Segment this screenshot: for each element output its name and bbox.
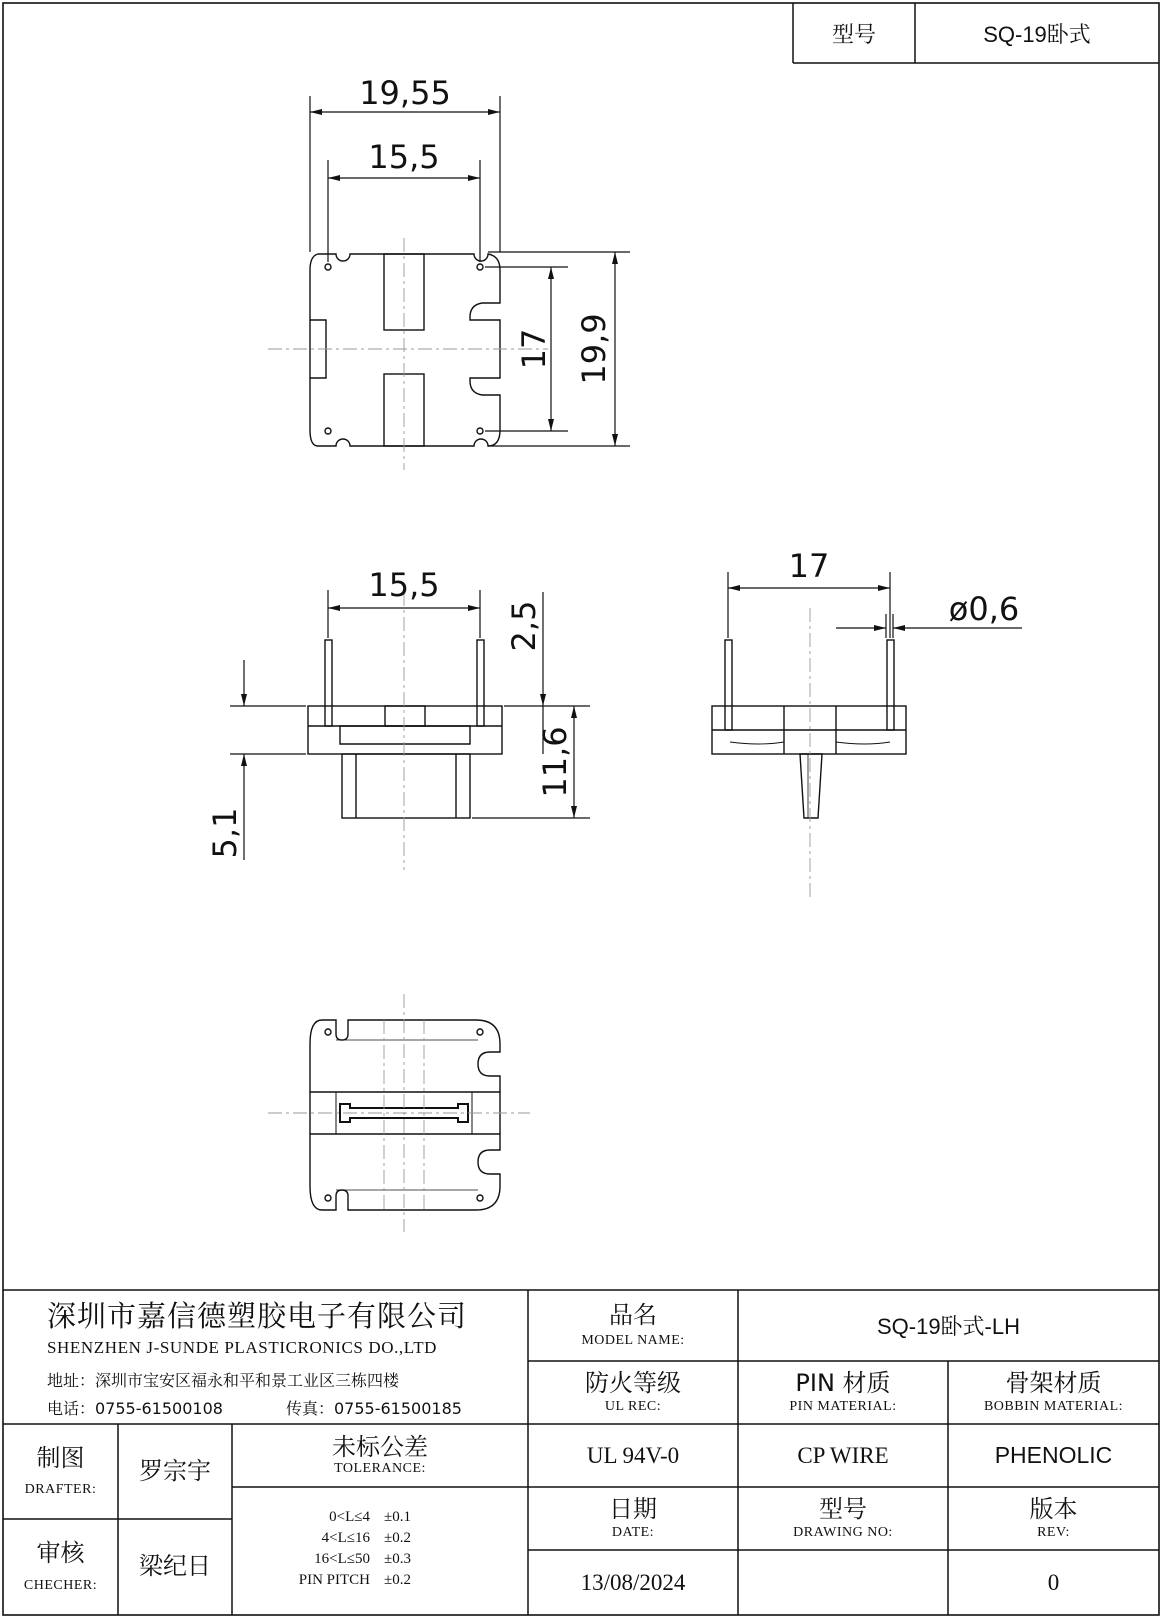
drafter-label bbox=[3, 1424, 118, 1519]
model-name-label-cn: 品名 bbox=[609, 1300, 657, 1329]
bobbin-material-label-en: BOBBIN MATERIAL: bbox=[983, 1399, 1124, 1415]
rev-value-text: 0 bbox=[1047, 1569, 1060, 1595]
side-view-post bbox=[800, 754, 822, 818]
front-view-base bbox=[342, 754, 470, 818]
company-address: 地址：深圳市宝安区福永和平和景工业区三栋四楼 bbox=[47, 1371, 400, 1390]
checker-label-cn: 审核 bbox=[36, 1539, 85, 1568]
checker-name-text: 梁纪日 bbox=[139, 1552, 211, 1581]
ul-rec-value bbox=[528, 1424, 738, 1487]
header-table bbox=[793, 3, 1159, 63]
front-view-right-pin bbox=[477, 640, 484, 726]
drafter-name-text: 罗宗宇 bbox=[139, 1456, 211, 1485]
drawing-no-label bbox=[738, 1487, 948, 1550]
model-name-label-en: MODEL NAME: bbox=[581, 1333, 685, 1349]
dim-side-pin-diameter: ø0,6 bbox=[948, 590, 1020, 628]
date-value-text: 13/08/2024 bbox=[580, 1569, 686, 1595]
bobbin-material-value-text: PHENOLIC bbox=[994, 1442, 1113, 1468]
dim-top-width-outer: 19,55 bbox=[359, 74, 451, 112]
model-name-label bbox=[528, 1290, 738, 1361]
date-value bbox=[528, 1550, 738, 1615]
dim-top-height-inner: 17 bbox=[515, 328, 553, 370]
bottom-view bbox=[310, 1020, 500, 1210]
header-model-value: SQ-19卧式 bbox=[983, 21, 1091, 47]
top-view-dimensions bbox=[310, 96, 630, 446]
company-phone: 电话：0755-61500108 bbox=[47, 1399, 223, 1418]
front-view bbox=[308, 640, 502, 818]
bottom-view-outline bbox=[310, 1020, 500, 1092]
top-view-outline bbox=[310, 254, 500, 446]
tolerance-range: 16<L≤50 bbox=[314, 1551, 370, 1567]
pin-material-label-cn: PIN 材质 bbox=[795, 1368, 891, 1397]
dim-front-pin-extension: 2,5 bbox=[505, 600, 543, 652]
tolerance-value: ±0.2 bbox=[384, 1530, 411, 1546]
tolerance-range: 0<L≤4 bbox=[329, 1509, 370, 1525]
pin-material-label-en: PIN MATERIAL: bbox=[789, 1399, 897, 1415]
date-label-en: DATE: bbox=[611, 1525, 655, 1541]
bottom-view-centerlines bbox=[268, 994, 530, 1232]
title-block bbox=[3, 1290, 1159, 1615]
tolerance-table bbox=[232, 1487, 528, 1615]
drafter-label-en: DRAFTER: bbox=[24, 1482, 97, 1498]
top-view-lower-core-slot bbox=[384, 374, 424, 446]
tolerance-label-en: TOLERANCE: bbox=[334, 1461, 426, 1477]
model-name-value bbox=[738, 1290, 1159, 1361]
tolerance-range: 4<L≤16 bbox=[321, 1530, 370, 1546]
drawing-no-label-en: DRAWING NO: bbox=[793, 1525, 893, 1541]
ul-rec-label-cn: 防火等级 bbox=[585, 1368, 681, 1397]
side-view-left-pin bbox=[725, 640, 732, 730]
checker-label bbox=[3, 1519, 118, 1615]
company-name-en: SHENZHEN J-SUNDE PLASTICRONICS DO.,LTD bbox=[47, 1338, 438, 1357]
checker-name bbox=[118, 1519, 232, 1615]
dim-front-width: 15,5 bbox=[368, 566, 440, 604]
checker-label-en: CHECHER: bbox=[23, 1577, 98, 1593]
rev-label-cn: 版本 bbox=[1029, 1494, 1078, 1523]
ul-rec-label bbox=[528, 1361, 738, 1424]
tolerance-value: ±0.1 bbox=[384, 1509, 411, 1525]
tolerance-value: ±0.2 bbox=[384, 1572, 411, 1588]
pin-material-value-text: CP WIRE bbox=[797, 1442, 889, 1468]
front-view-core-stub bbox=[385, 706, 425, 726]
ul-rec-value-text: UL 94V-0 bbox=[586, 1442, 680, 1468]
rev-value bbox=[948, 1550, 1159, 1615]
model-name-value-text: SQ-19卧式-LH bbox=[876, 1314, 1021, 1339]
drawing-no-value bbox=[738, 1550, 948, 1615]
date-label bbox=[528, 1487, 738, 1550]
ul-rec-label-en: UL REC: bbox=[604, 1399, 662, 1415]
front-view-left-pin bbox=[325, 640, 332, 726]
tolerance-value: ±0.3 bbox=[384, 1551, 411, 1567]
dim-side-pin-spacing: 17 bbox=[788, 547, 830, 585]
dim-top-height-outer: 19,9 bbox=[575, 313, 613, 385]
side-view-right-pin bbox=[887, 640, 894, 730]
side-view bbox=[712, 640, 906, 818]
tolerance-label-cn: 未标公差 bbox=[332, 1432, 428, 1461]
dim-front-base-height: 5,1 bbox=[206, 807, 244, 859]
bobbin-material-label bbox=[948, 1361, 1159, 1424]
tolerance-label bbox=[232, 1424, 528, 1487]
drafter-label-cn: 制图 bbox=[36, 1443, 85, 1472]
dim-front-total-height: 11,6 bbox=[536, 726, 574, 798]
front-view-flange bbox=[308, 706, 502, 754]
company-name-cn: 深圳市嘉信德塑胶电子有限公司 bbox=[47, 1299, 468, 1333]
date-label-cn: 日期 bbox=[609, 1494, 657, 1523]
drawing-no-label-cn: 型号 bbox=[819, 1494, 867, 1523]
pin-material-label bbox=[738, 1361, 948, 1424]
dim-top-width-inner: 15,5 bbox=[368, 138, 440, 176]
rev-label bbox=[948, 1487, 1159, 1550]
company-fax: 传真：0755-61500185 bbox=[286, 1399, 462, 1418]
top-view bbox=[310, 254, 500, 446]
rev-label-en: REV: bbox=[1037, 1525, 1070, 1541]
pin-material-value bbox=[738, 1424, 948, 1487]
bobbin-material-label-cn: 骨架材质 bbox=[1005, 1368, 1102, 1397]
bobbin-material-value bbox=[948, 1424, 1159, 1487]
drafter-name bbox=[118, 1424, 232, 1519]
tolerance-range: PIN PITCH bbox=[298, 1572, 370, 1588]
header-model-label: 型号 bbox=[831, 22, 876, 48]
